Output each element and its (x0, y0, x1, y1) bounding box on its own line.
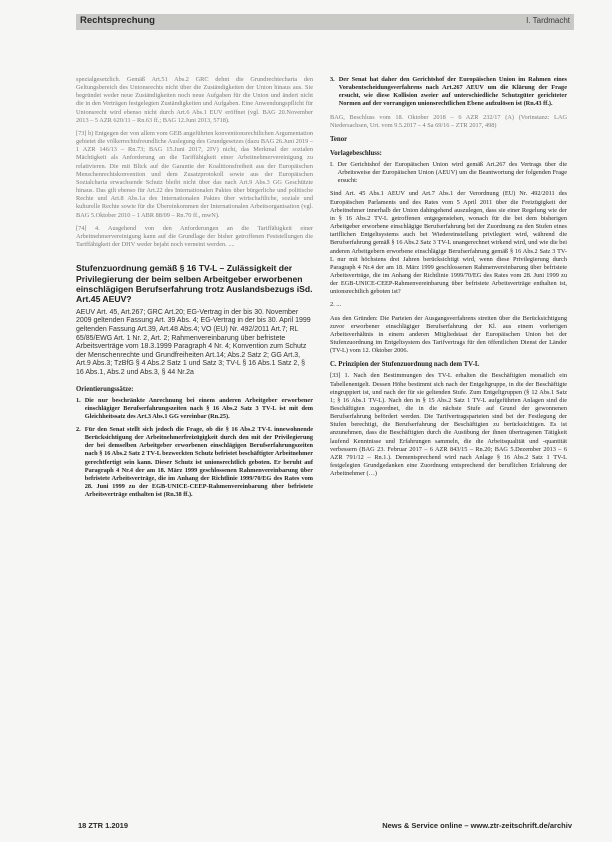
item-number: 3. (330, 76, 335, 83)
item-text: Die nur beschränkte Anrechnung bei einem anderen Arbeitgeber erworbener einschlägiger Berufserfahrungszeiten nach § 16 Abs.2 Satz 3 TV-L ist mit dem Gleichheitssatz des Art.3 Abs.1 GG vereinbar (Rn.25). (84, 396, 313, 420)
item-number: 2. (76, 425, 81, 433)
footer-link[interactable]: News & Service online – www.ztr-zeitschrift.de/archiv (382, 821, 572, 830)
orientation-item (76, 426, 313, 499)
orientation-list-continued (330, 76, 567, 109)
section-title: Rechtsprechung (80, 15, 155, 26)
paragraph-73: [73] b) Entgegen der von allem vom GEB angeführten konventionsrechtlichen Argumentation gebietet die völkerrechtsfreundliche Auslegung des Grundgesetzes (dazu BAG 26.Juni 2019 – 1 AZR 146/13 – Rn.73; BAG 15.Juni 2017, 2IV) nicht, das Merkmal der sozialen Mächtigkeit als Anforderung an die Tariffähigkeit einer Arbeitnehmervereinigung zu relativieren. Die mit Blick auf die Garantie der Koalitionsfreiheit aus der Europäischen Menschenrechtskonvention und dem Zusatzprotokoll sowie aus der Europäischen Sozialcharta erwachsende Schutz bleibt nicht über das nach Art.9 Abs.3 GG Geschützte hinaus. Das gilt ebenso für Art.22 des Internationalen Paktes über bürgerliche und politische Rechte und Art.8 Abs.1a des Internationalen Paktes über wirtschaftliche, soziale und kulturelle Rechte sowie für die Übereinkommen der Internationalen Arbeitsorganisation (vgl. BAG 5.Oktober 2010 – 1 ABR 88/09 – Rn.70 ff., mwN). (76, 129, 314, 219)
page-header (76, 14, 574, 30)
reasons-paragraph: Aus den Gründen: Die Parteien der Ausgangsverfahrens streiten über die Berücksichtigung zuvor erworbener einschlägiger Berufserfahrung der Kl. aus einem vorherigen Arbeitsverhältnis in einem anderen Mitgliedstaat der Europäischen Union bei der Stufenzuordnung im Entgeltsystem des Tarifvertrags für den öffentlichen Dienst der Länder (TV-L) vom 12. Oktober 2006. (330, 314, 567, 355)
orientation-heading: Orientierungssätze: (76, 385, 134, 393)
vorlage-item (330, 161, 567, 185)
paragraph-33: [33] 1. Nach den Bestimmungen des TV-L erhalten die Beschäftigten monatlich ein Tabellenentgelt. Dessen Höhe bestimmt sich nach der Entgeltgruppe, in die der Beschäftigte eingruppiert ist, und nach der für sie geltenden Stufe. Zum Entgeltgruppen (§ 12 Abs.1 Satz 1; § 16 Abs.1 TV-L). Nach den in § 15 Abs.2 Satz 1 TV-L aufgeführten Anlagen sind die Beschäftigten zugeordnet, die in die nächste Stufe auf Grund der gewonnenen Berufserfahrung befördert werden. Die Tarifvertragsparteien sind bei der Festlegung der Stufen berechtigt, die Berufserfahrung der Beschäftigten zu berücksichtigen. Es ist anzunehmen, dass die Beschäftigten durch die Ausübung der ihnen übertragenen Tätigkeit laufend Kenntnisse und Erfahrungen sammeln, die die Arbeitsqualität und -quantität verbessern (BAG 23. Februar 2017 – 6 AZR 843/15 – Rn.20; BAG 5.Dezember 2013 – 6 AZR 791/12 – Rn.1.). Dementsprechend wird nach Anlage § 16 Abs.2 Satz 1 TV-L festgelegten Grundgedanken eine Zuordnung entsprechend der beruflichen Erfahrung der Arbeitnehmer (…) (330, 372, 567, 478)
tenor-heading: Tenor (330, 135, 348, 143)
norm-references: AEUV Art. 45, Art.267; GRC Art.20; EG-Vertrag in der bis 30. November 2009 geltenden Fassung Art. 39 Abs. 4; EG-Vertrag in der bis 30. April 1999 geltenden Fassung Art.39, Art.48 Abs.4; VO (EU) Nr. 492/2011 Art.7; RL 65/85/EWG Art. 1 Nr. 2, Art. 2; Rahmenvereinbarung über befristete Arbeitsverträge vom 18.3.1999 Paragraph 4 Nr. 4; Konvention zum Schutz der Menschenrechte und Grundfreiheiten Art.14; Abs.2 Satz 2; GG Art.3, Art.9 Abs.3; TzBfG § 4 Abs.2 Satz 1 und Satz 3; TV-L § 16 Abs.1 Satz 2, § 16 Abs.1, Abs.2 und Abs.3, § 44 Nr.2a (76, 308, 311, 376)
item-text: Der Gerichtshof der Europäischen Union wird gemäß Art.267 des Vertrags über die Arbeitsweise der Europäischen Union (AEUV) um die Beantwortung der folgenden Frage ersucht: (337, 160, 567, 185)
right-column (330, 76, 567, 483)
page-footer (76, 819, 574, 833)
item-text: Der Senat hat daher den Gerichtshof der Europäischen Union im Rahmen eines Vorabentscheidungsverfahrens nach Art.267 AEUV um die Klärung der Frage ersucht, wie diese Kollision zweier auf unterschiedliche Schutzgüter gerichteter Normen auf der vorrangigen unionsrechtlichen Ebene aufzulösen ist (Rn.43 ff.). (338, 76, 567, 108)
header-author: I. Tardmacht (526, 16, 570, 25)
item-number: 1. (76, 396, 81, 404)
court-reference: BAG, Beschluss vom 18. Oktober 2018 – 6 AZR 232/17 (A) (Vorinstanz: LAG Niedersachsen, Urt. vom 9.5.2017 – 4 Sa 69/16 – ZTR 2017, 498) (330, 113, 567, 129)
item-number: I. (330, 160, 334, 168)
orientation-item (76, 397, 313, 421)
vorlage-list (330, 161, 567, 185)
vorlage-heading: Vorlagebeschluss: (330, 149, 382, 157)
orientation-item (330, 76, 567, 109)
decision-title: Stufenzuordnung gemäß § 16 TV-L – Zulässigkeit der Privilegierung der beim selben Arbeitgeber erworbenen einschlägigen Berufserfahrung trotz Auslandsbezugs iSd. Art.45 AEUV? (76, 263, 313, 305)
section-c-heading: C. Prinzipien der Stufenzuordnung nach dem TV-L (330, 361, 480, 369)
left-column (76, 76, 313, 504)
page-number: 18 ZTR 1.2019 (78, 821, 129, 830)
paragraph-74: [74] 4. Ausgehend von den Anforderungen an die Tariffähigkeit einer Arbeitnehmervereinigung kann auf die Grundlage der bisher getroffenen Feststellungen die Tariffähigkeit der DHV weder bejaht noch verneint werden. .... (76, 224, 313, 248)
item-text: Für den Senat stellt sich jedoch die Frage, ob die § 16 Abs.2 TV-L innewohnende Berücksichtigung der Arbeitnehmerfreizügigkeit durch den mit der Privilegierung der bei demselben Arbeitgeber erworbenen einschlägigen Berufserfahrungszeiten nach § 16 Abs.2 Satz 2 TV-L bezweckten Schutz befristet beschäftigter Arbeitnehmer gerechtfertigt sein kann. Dieser Schutz ist unionsrechtlich geboten. Er beruht auf Paragraph 4 Nr.4 der am 18. März 1999 geschlossenen Rahmenvereinbarung über befristete Arbeitsverträge, die im Anhang der Richtlinie 1999/70/EG des Rates vom 28. Juni 1999 zu der EGB-UNICE-CEEP-Rahmenvereinbarung über befristete Arbeitsverträge enthalten ist (Rn.38 ff.). (84, 425, 313, 499)
ellipsis-item: 2. ... (330, 301, 342, 309)
paragraph-continued: spezialgesetzlich. Gemäß Art.51 Abs.2 GRC dehnt die Grundrechtecharta den Geltungsbereich des Unionsrechts nicht über die Zuständigkeiten der Union hinaus aus. Sie begründet weder neue Zuständigkeiten noch neue Aufgaben für die Union und ändert nicht die in den Verträgen festgelegten Zuständigkeiten und Aufgaben. Eine Anwendungspflicht für Unionsrecht wird ebenso nicht durch Art.6 Abs.1 EUV eröffnet (vgl. BAG 20.November 2013 – 5 AZR 620/11 – Rn.63 ff.; BAG 12.Juni 2013, 5718). (76, 76, 313, 124)
referred-question: Sind Art. 45 Abs.1 AEUV und Art.7 Abs.1 der Verordnung (EU) Nr. 492/2011 des Europäischen Parlaments und des Rates vom 5 April 2011 über die Freizügigkeit der Arbeitnehmer innerhalb der Union dahingehend auszulegen, dass sie einer Regelung wie der in § 16 Abs.2 TV-L getroffenen entgegenstehen, wonach für die bei dem bisherigen Arbeitgeber erworbene einschlägige Berufserfahrung bei der Zuordnung zu den Stufen eines tariflichen Entgeltsystems auch bei Wiedereinstellung privilegiert wird, während die Berufserfahrung gemäß § 16 Abs.2 Satz 3 TV-L unangerechnet wirkend wird, und wie die bei anderen Arbeitgebern erworbene einschlägige Berufserfahrung gemäß § 16 Abs.2 Satz 3 TV-L nur mit höchstens drei Jahren berücksichtigt wird, wenn diese Privilegierung durch Paragraph 4 Nr.4 der am 18. März 1999 geschlossenen Rahmenvereinbarung über befristete Arbeitsverträge, die im Anhang der Richtlinie 1999/70/EG des Rates vom 28. Juni 1999 zu der EGB-UNICE-CEEP-Rahmenvereinbarung über befristete Arbeitsverträge enthalten ist, unionsrechtlich geboten ist? (330, 190, 567, 296)
orientation-list (76, 397, 313, 500)
